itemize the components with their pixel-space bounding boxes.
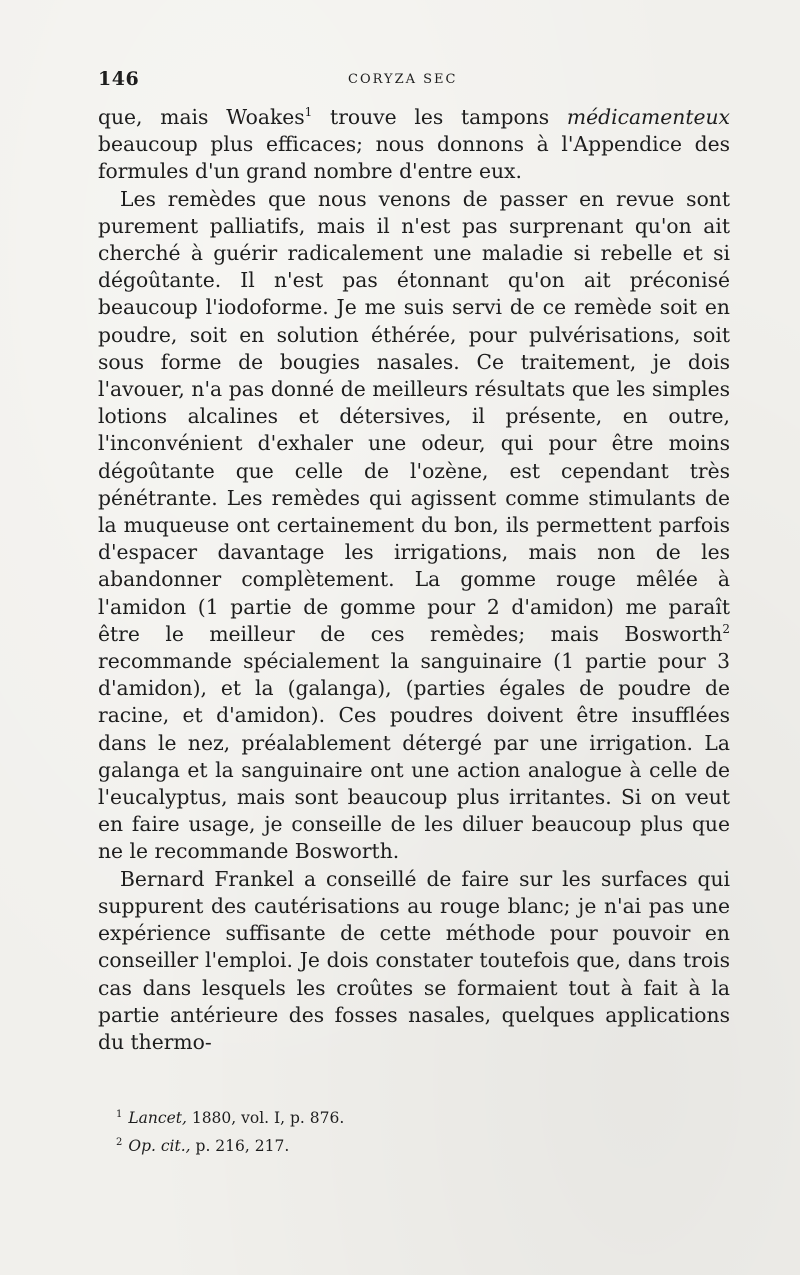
paragraph-2-text-a: Les remèdes que nous venons de passer en revue sont purement palliatifs, mais il n'est pas surprenant qu'on ait cherché à guérir radicalement une maladie si rebelle et si dégoûtante. Il n'est pas étonnant qu'on ait préconisé beaucoup l'iodoforme. Je me suis servi de ce remède soit en poudre, soit en solution éthérée, pour pulvérisations, soit sous forme de bougies nasales. Ce traitement, je dois l'avouer, n'a pas donné de meilleurs résultats que les simples lotions alcalines et détersives, il présente, en outre, l'inconvénient d'exhaler une odeur, qui pour être moins dégoûtante que celle de l'ozène, est cependant très pénétrante. Les remèdes qui agissent comme stimulants de la muqueuse ont certainement du bon, ils permettent parfois d'espacer davantage les irrigations, mais non de les abandonner complètement. La gomme rouge mêlée à l'amidon (1 partie de gomme pour 2 d'amidon) me paraît être le meilleur de ces remèdes; mais Bosworth [98, 186, 730, 646]
footnote-ref-1: 1 [304, 105, 313, 120]
footnote-1-source: Lancet, [128, 1109, 187, 1127]
footnote-2 [116, 1132, 716, 1160]
footnote-ref-2: 2 [722, 622, 730, 637]
footnotes [116, 1104, 716, 1160]
body-text [98, 104, 730, 1056]
footnote-1 [116, 1104, 716, 1132]
footnote-2-detail: p. 216, 217. [190, 1137, 290, 1155]
paragraph-2 [98, 186, 730, 866]
page-header [98, 68, 730, 94]
paragraph-1-italic: médicamenteux [566, 105, 730, 129]
paragraph-1 [98, 104, 730, 186]
paragraph-3 [98, 866, 730, 1056]
footnote-2-number: 2 [116, 1136, 123, 1148]
paragraph-3-text: Bernard Frankel a conseillé de faire sur les surfaces qui suppurent des cautérisations au rouge blanc; je n'ai pas une expérience suffisante de cette méthode pour pouvoir en conseiller l'emploi. Je dois constater toutefois que, dans trois cas dans lesquels les croûtes se formaient tout à fait à la partie antérieure des fosses nasales, quelques applications du thermo- [98, 866, 730, 1054]
running-head: CORYZA SEC [348, 72, 458, 87]
paragraph-1-text-c: beaucoup plus efficaces; nous donnons à l'Appendice des formules d'un grand nombre d'entre eux. [98, 132, 730, 184]
footnote-1-detail: 1880, vol. I, p. 876. [186, 1109, 345, 1127]
paragraph-1-text-b: trouve les tampons [312, 105, 567, 129]
paragraph-2-text-b: recommande spécialement la sanguinaire (1 partie pour 3 d'amidon), et la (galanga), (parties égales de poudre de racine, et d'amidon). Ces poudres doivent être insufflées dans le nez, préalablement détergé par une irrigation. La galanga et la sanguinaire ont une action analogue à celle de l'eucalyptus, mais sont beaucoup plus irritantes. Si on veut en faire usage, je conseille de les diluer beaucoup plus que ne le recommande Bosworth. [98, 649, 730, 864]
footnote-1-number: 1 [116, 1108, 123, 1120]
footnote-2-source: Op. cit., [128, 1137, 191, 1155]
paragraph-1-text-a: que, mais Woakes [98, 105, 305, 129]
page-number: 146 [98, 68, 140, 90]
